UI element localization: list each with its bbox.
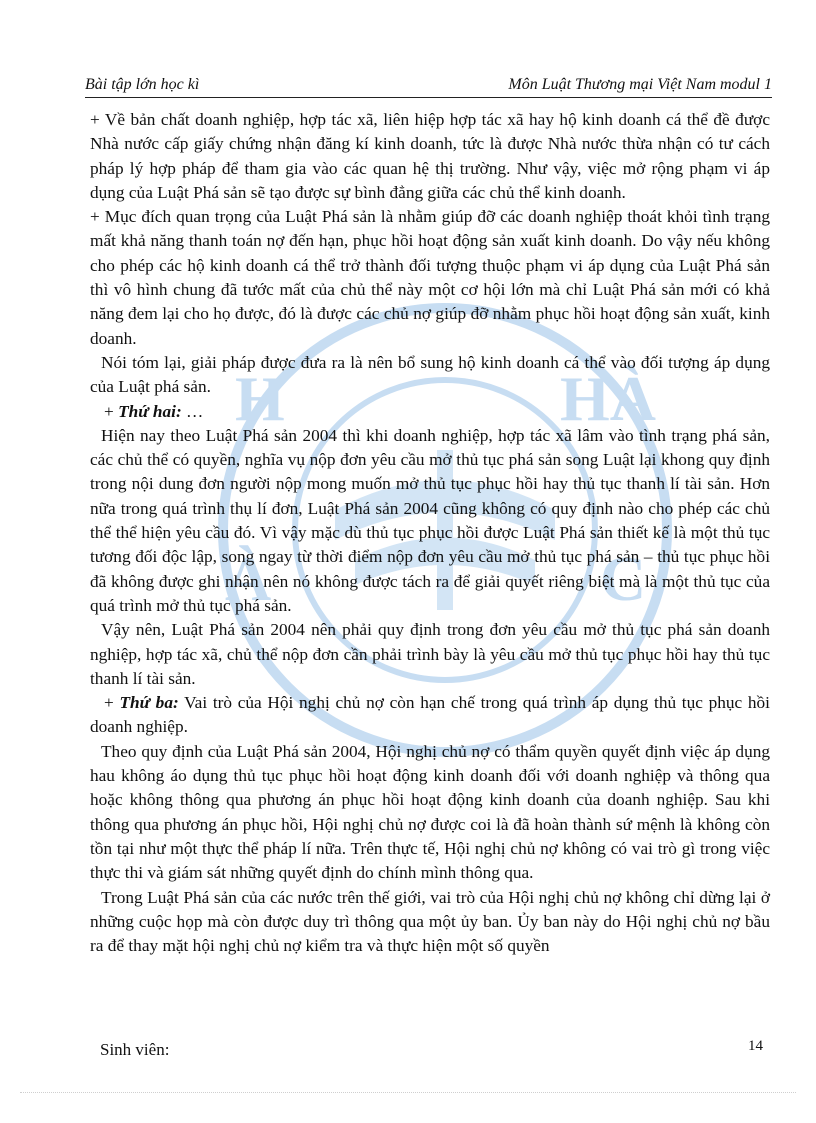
paragraph-6: Vậy nên, Luật Phá sản 2004 nên phải quy định trong đơn yêu cầu mở thủ tục phá sản doanh nghiệp, hợp tác xã, chủ thể nộp đơn cần phải trình bày là yêu cầu mở thủ tục phục hồi hay thủ tục thanh lí tài sản.: [90, 620, 770, 688]
bullet-prefix: +: [104, 401, 119, 421]
bullet-prefix: +: [104, 693, 120, 713]
paragraph-9: Trong Luật Phá sản của các nước trên thế giới, vai trò của Hội nghị chủ nợ không chỉ dừng lại ở những cuộc họp mà còn được duy trì thông qua một ủy ban. Ủy ban này do Hội nghị chủ nợ bầu ra để thay mặt hội nghị chủ nợ kiểm tra và thực hiện một số quyền: [90, 887, 770, 956]
section-label-thu-hai: Thứ hai:: [118, 401, 182, 421]
svg-text:HÀ: HÀ: [560, 363, 656, 434]
svg-text:À: À: [225, 543, 272, 614]
paragraph-5: Hiện nay theo Luật Phá sản 2004 thì khi doanh nghiệp, hợp tác xã lâm vào tình trạng phá sản, các chủ thể có quyền, nghĩa vụ nộp đơn yêu cầu mở thủ tục phá sản song Luật lại khong quy định trong nội dung đơn người nộp mong muốn mở thủ tục phục hồi hay thủ tục thanh lí tài sản. Hơn nữa trong quá trình thụ lí đơn, Luật Phá sản 2004 cũng không có quy định nào cho phép các chủ thể thể hiện yêu cầu đó. Vì vậy mặc dù thủ tục phục hồi được Luật Phá sản thiết kế là một thủ tục tương đối độc lập, song ngay từ thời điểm nộp đơn yêu cầu mở thủ tục phá sản – thủ tục phục hồi đã không được ghi nhận nên nó không được tách ra để giải quyết riêng biệt mà là một thủ tục của quá trình mở thủ tục phá sản.: [90, 425, 770, 615]
footer-student-label: Sinh viên:: [100, 1040, 170, 1059]
header-right-title: Môn Luật Thương mại Việt Nam modul 1: [508, 76, 772, 93]
page-separator: [20, 1092, 796, 1093]
paragraph-4-text: …: [181, 401, 204, 421]
document-body: [90, 108, 770, 958]
header-left-title: Bài tập lớn học kì: [85, 76, 200, 93]
page-number: 14: [748, 1038, 763, 1054]
header-rule: [85, 97, 772, 98]
paragraph-4: [90, 400, 770, 424]
svg-text:H: H: [235, 363, 285, 434]
paragraph-1: + Về bản chất doanh nghiệp, hợp tác xã, liên hiệp hợp tác xã hay hộ kinh doanh cá thể đề được Nhà nước cấp giấy chứng nhận đăng kí kinh doanh, tức là được Nhà nước thừa nhận có tư cách pháp lý hợp pháp để tham gia vào các quan hệ thị trường. Như vậy, việc mở rộng phạm vi áp dụng của Luật Phá sản sẽ tạo được sự bình đẳng giữa các chủ thể kinh doanh.: [90, 110, 770, 202]
page-header: [85, 74, 772, 96]
paragraph-7: [90, 691, 770, 740]
paragraph-8: Theo quy định của Luật Phá sản 2004, Hội nghị chủ nợ có thẩm quyền quyết định việc áp dụng hau không áo dụng thủ tục phục hồi hoạt động kinh doanh đối với doanh nghiệp và thông qua hoặc không thông qua phương án phục hồi hoạt động kinh doanh của doanh nghiệp. Sau khi thông qua phương án phục hồi, Hội nghị chủ nợ được coi là đã hoàn thành sứ mệnh là không còn tồn tại như một thực thể pháp lí nữa. Trên thực tế, Hội nghị chủ nợ không có vai trò gì trong việc thực thi và giám sát những quyết định do chính mình thông qua.: [90, 741, 770, 883]
paragraph-7-text: Vai trò của Hội nghị chủ nợ còn hạn chế trong quá trình áp dụng thủ tục phục hồi doanh nghiệp.: [90, 693, 770, 737]
paragraph-3: Nói tóm lại, giải pháp được đưa ra là nên bổ sung hộ kinh doanh cá thể vào đối tượng áp dụng của Luật phá sản.: [90, 352, 770, 397]
paragraph-2: + Mục đích quan trọng của Luật Phá sản là nhằm giúp đỡ các doanh nghiệp thoát khỏi tình trạng mất khả năng thanh toán nợ đến hạn, phục hồi hoạt động sản xuất kinh doanh. Do vậy nếu không cho phép các hộ kinh doanh cá thể trở thành đối tượng thuộc phạm vi áp dụng của Luật Phá sản thì vô hình chung đã tước mất của chủ thể này một cơ hội lớn mà chỉ Luật Phá sản mới có khả năng đem lại cho họ được, đó là được các chủ nợ giúp đỡ nhằm phục hồi hoạt động sản xuất, kinh doanh.: [90, 207, 770, 348]
section-label-thu-ba: Thứ ba:: [119, 693, 179, 713]
svg-text:C: C: [600, 543, 647, 614]
